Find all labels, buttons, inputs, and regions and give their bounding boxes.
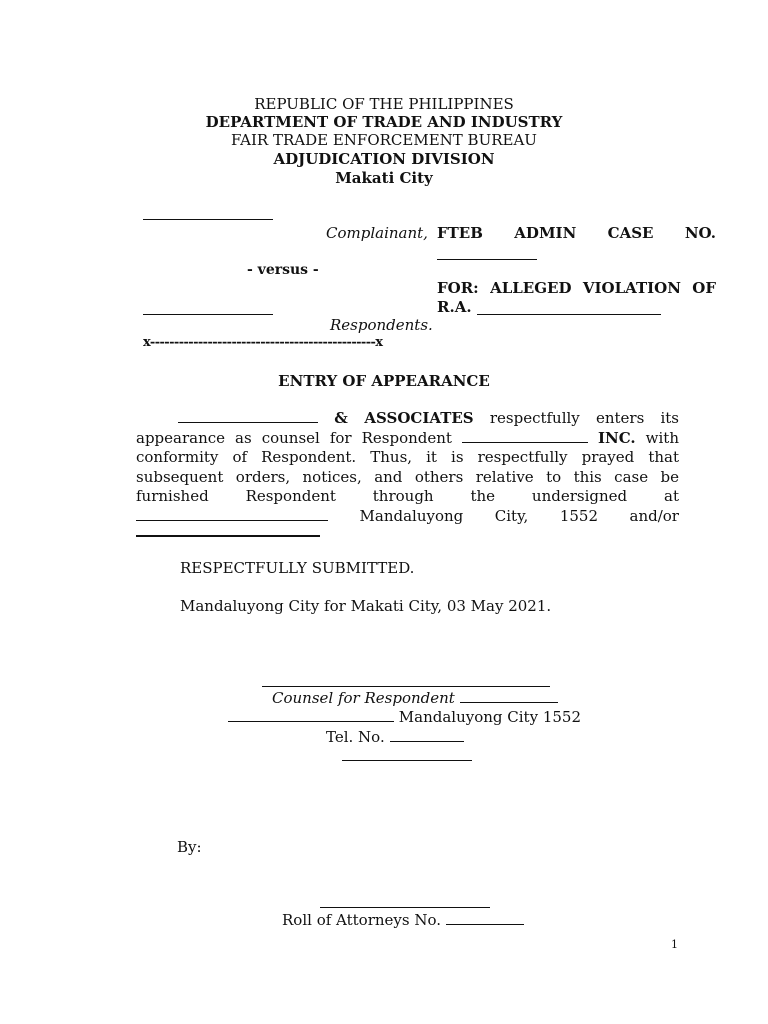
body-line-1 [136, 409, 679, 429]
case-word-no: NO. [684, 224, 716, 242]
telephone-blank [390, 741, 464, 742]
counsel-signature-line [262, 670, 550, 687]
body-line-1-text: respectfully enters its [489, 409, 679, 427]
versus-label: - versus - [247, 262, 319, 278]
ra-blank [477, 299, 661, 315]
body-paragraph [136, 409, 679, 526]
counsel-address [228, 708, 581, 726]
body-line-2 [136, 429, 679, 449]
counsel-extra-blank [342, 746, 472, 761]
body-line-2-end: with [645, 428, 679, 447]
respondents-label: Respondents. [330, 316, 433, 334]
attorney-signature-line [320, 893, 490, 908]
case-word-admin: ADMIN [514, 224, 577, 242]
telephone-line [326, 728, 464, 746]
document-title: ENTRY OF APPEARANCE [278, 372, 490, 390]
roll-of-attorneys [282, 911, 524, 929]
roll-of-attorneys-label: Roll of Attorneys No. [282, 911, 442, 929]
place-and-date: Mandaluyong City for Makati City, 03 May 2021. [180, 597, 552, 615]
complainant-blank [143, 203, 273, 220]
counsel-respondent-blank [460, 702, 558, 703]
inc-label: INC. [598, 428, 636, 447]
for-line [437, 279, 716, 297]
body-line-2-text: appearance as counsel for Respondent [136, 428, 452, 447]
page-number: 1 [671, 938, 678, 951]
case-number-line [437, 224, 716, 242]
header-republic: REPUBLIC OF THE PHILIPPINES [254, 95, 514, 113]
body-line-3: conformity of Respondent. Thus, it is respectfully prayed that [136, 448, 679, 466]
respondent-name-blank [462, 430, 588, 443]
telephone-label: Tel. No. [326, 728, 385, 746]
respondent-blank [143, 298, 273, 315]
case-number-blank [437, 244, 537, 260]
address-blank [136, 508, 328, 521]
header-department: DEPARTMENT OF TRADE AND INDUSTRY [205, 113, 563, 131]
respectfully-submitted: RESPECTFULLY SUBMITTED. [180, 559, 415, 577]
for-word-violation: VIOLATION [582, 279, 681, 297]
counsel-label: Counsel for Respondent [272, 689, 455, 707]
header-city: Makati City [335, 169, 433, 187]
counsel-for-respondent [272, 689, 558, 707]
body-line-6 [136, 507, 679, 527]
for-word-alleged: ALLEGED [490, 279, 572, 297]
associates-label: & ASSOCIATES [334, 409, 474, 427]
counsel-address-blank [228, 721, 394, 722]
for-word-of: OF [692, 279, 716, 297]
by-label: By: [177, 838, 202, 856]
body-line-6-text: Mandaluyong City, 1552 and/or [359, 506, 679, 525]
email-blank [136, 535, 320, 537]
for-word-for: FOR: [437, 279, 479, 297]
ra-label: R.A. [437, 298, 472, 316]
roll-number-blank [446, 924, 524, 925]
header-division: ADJUDICATION DIVISION [273, 150, 495, 168]
body-line-5: furnished Respondent through the undersigned at [136, 487, 679, 505]
body-line-4: subsequent orders, notices, and others relative to this case be [136, 467, 679, 486]
case-word-fteb: FTEB [437, 224, 483, 242]
header-bureau: FAIR TRADE ENFORCEMENT BUREAU [231, 131, 537, 149]
law-firm-blank [178, 410, 318, 423]
caption-divider: x-----------------------------------------------x [143, 335, 383, 350]
complainant-label: Complainant, [326, 224, 428, 242]
counsel-address-city: Mandaluyong City 1552 [398, 708, 582, 726]
case-word-case: CASE [607, 224, 654, 242]
